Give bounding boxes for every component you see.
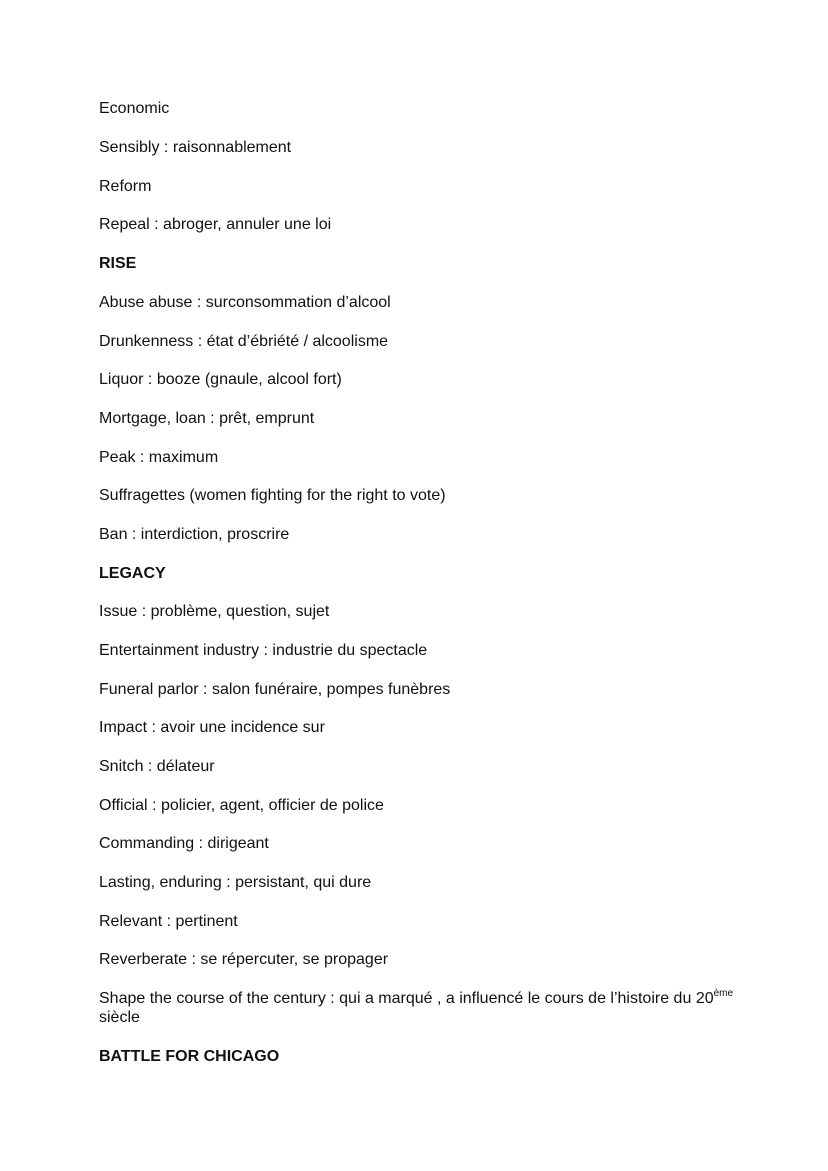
- vocab-line-funeral-parlor: Funeral parlor : salon funéraire, pompes funèbres: [99, 681, 451, 698]
- vocab-line-relevant: Relevant : pertinent: [99, 913, 238, 930]
- vocab-line-snitch: Snitch : délateur: [99, 758, 215, 775]
- vocab-line-abuse: Abuse abuse : surconsommation d’alcool: [99, 294, 391, 311]
- shape-entry-ordinal-suffix: ème: [713, 987, 734, 999]
- vocab-line-mortgage: Mortgage, loan : prêt, emprunt: [99, 410, 315, 427]
- shape-entry-ordinal-number: 20: [695, 990, 714, 1007]
- vocab-line-liquor: Liquor : booze (gnaule, alcool fort): [99, 371, 342, 388]
- vocab-line-reform: Reform: [99, 178, 152, 195]
- section-heading-battle-for-chicago: BATTLE FOR CHICAGO: [99, 1048, 280, 1065]
- vocab-line-reverberate: Reverberate : se répercuter, se propager: [99, 951, 389, 968]
- vocab-line-repeal: Repeal : abroger, annuler une loi: [99, 216, 332, 233]
- vocab-line-ban: Ban : interdiction, proscrire: [99, 526, 290, 543]
- vocab-line-suffragettes: Suffragettes (women fighting for the right to vote): [99, 487, 446, 504]
- vocab-line-issue: Issue : problème, question, sujet: [99, 603, 330, 620]
- shape-entry-tail: siècle: [99, 1009, 140, 1026]
- vocab-line-official: Official : policier, agent, officier de police: [99, 797, 384, 814]
- vocab-line-commanding: Commanding : dirigeant: [99, 835, 269, 852]
- vocab-line-shape-the-course: [99, 989, 739, 1027]
- section-heading-legacy: LEGACY: [99, 565, 166, 582]
- vocab-line-lasting: Lasting, enduring : persistant, qui dure: [99, 874, 372, 891]
- vocab-line-peak: Peak : maximum: [99, 449, 219, 466]
- shape-entry-main-text: Shape the course of the century : qui a marqué , a influencé le cours de l’histoire du: [99, 990, 692, 1007]
- section-heading-rise: RISE: [99, 255, 137, 272]
- vocab-line-entertainment: Entertainment industry : industrie du spectacle: [99, 642, 428, 659]
- vocab-line-economic: Economic: [99, 100, 170, 117]
- vocab-line-impact: Impact : avoir une incidence sur: [99, 719, 325, 736]
- vocab-line-sensibly: Sensibly : raisonnablement: [99, 139, 292, 156]
- vocab-line-drunkenness: Drunkenness : état d’ébriété / alcoolisme: [99, 333, 389, 350]
